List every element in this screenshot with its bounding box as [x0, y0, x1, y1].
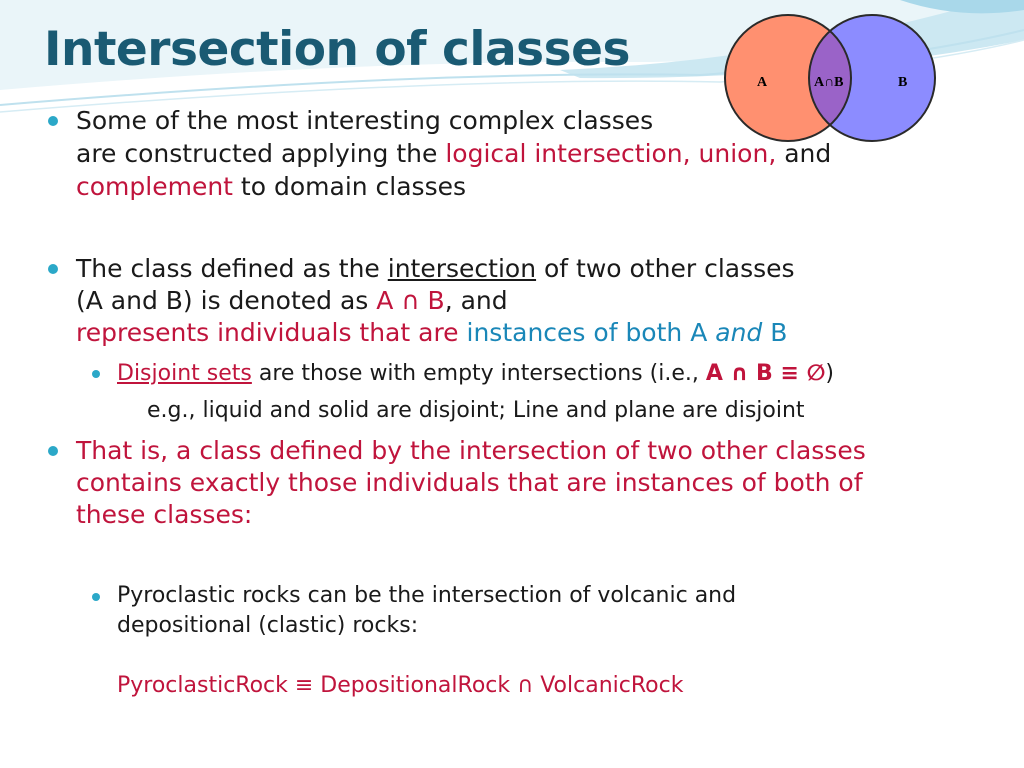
sub-bullet-dot [92, 593, 100, 601]
bullet-2-line-1: The class defined as the intersection of two other classes [76, 254, 795, 283]
bullet-3-line-1: That is, a class defined by the intersection of two other classes [76, 436, 866, 465]
pyroclastic-formula: PyroclasticRock ≡ DepositionalRock ∩ VolcanicRock [117, 673, 684, 698]
sub-bullet-dot [92, 370, 100, 378]
slide-title: Intersection of classes [44, 22, 630, 77]
bullet-dot [48, 116, 58, 126]
bullet-3-line-3: these classes: [76, 500, 253, 529]
bullet-1-line-2: are constructed applying the logical intersection, union, and [76, 139, 832, 168]
disjoint-example-line: e.g., liquid and solid are disjoint; Line and plane are disjoint [147, 398, 805, 423]
bullet-dot [48, 264, 58, 274]
venn-label-a: A [757, 75, 768, 90]
bullet-1-line-1: Some of the most interesting complex classes [76, 106, 654, 135]
disjoint-sets-line: Disjoint sets are those with empty intersections (i.e., A ∩ B ≡ ∅) [117, 361, 835, 386]
bullet-4-line-2: depositional (clastic) rocks: [117, 613, 419, 638]
venn-label-b: B [898, 75, 908, 90]
bullet-3-line-2: contains exactly those individuals that are instances of both of [76, 468, 863, 497]
venn-diagram [722, 10, 942, 146]
bullet-1-line-3: complement to domain classes [76, 172, 467, 201]
bullet-dot [48, 446, 58, 456]
bullet-2-line-3: represents individuals that are instances of both A and B [76, 318, 788, 347]
bullet-4-line-1: Pyroclastic rocks can be the intersection of volcanic and [117, 583, 737, 608]
bullet-2-line-2: (A and B) is denoted as A ∩ B, and [76, 286, 508, 315]
venn-label-ab: A∩B [814, 75, 844, 90]
